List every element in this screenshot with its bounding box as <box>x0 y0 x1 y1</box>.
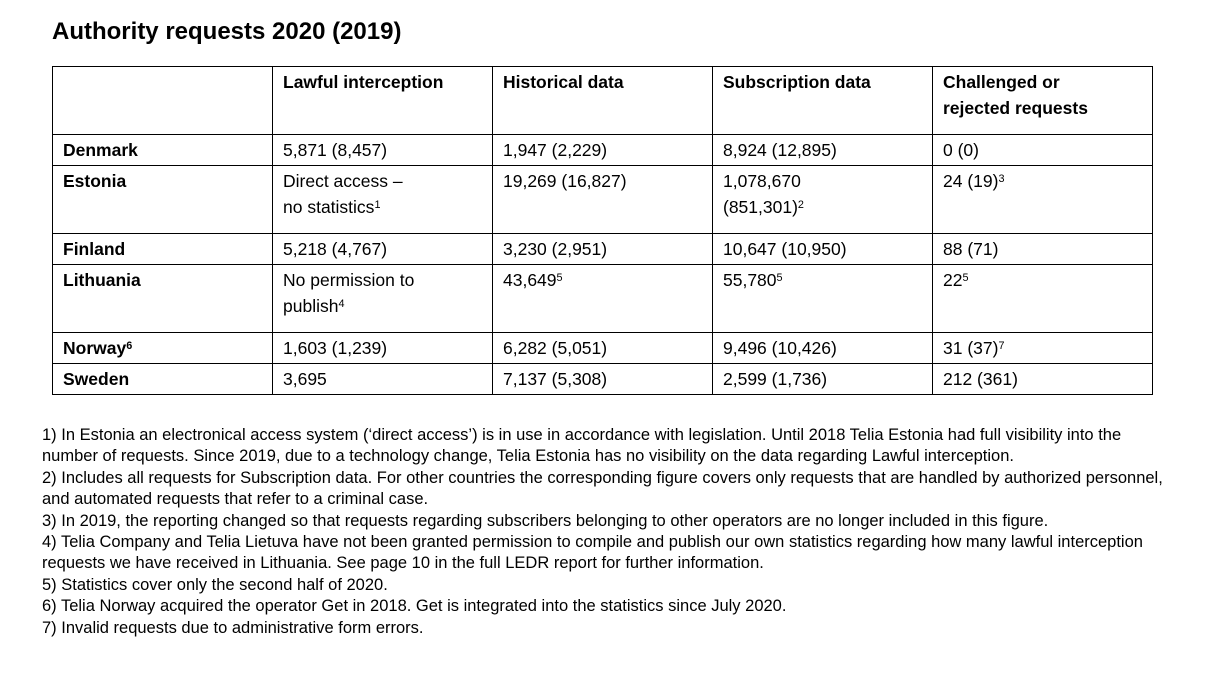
cell-sweden-2 <box>713 364 933 395</box>
cell-line: 1,078,670 <box>723 171 801 191</box>
footnote-marker: 5 <box>556 272 563 285</box>
cell-line: 6,282 (5,051) <box>503 338 608 358</box>
cell-lithuania-1 <box>493 265 713 333</box>
cell-line: Lithuania <box>63 270 141 290</box>
footnote-1: 1) In Estonia an electronical access system (‘direct access’) is in use in accordance with legislation. Until 2018 Telia Estonia had full visibility into the number of requests. Since 2019, due to a technology change, Telia Estonia has no visibility on the data regarding Lawful interception. <box>42 426 1122 466</box>
table-row-norway <box>53 333 1153 364</box>
cell-line: 43,649$^5$ <box>503 270 563 290</box>
cell-line: 2,599 (1,736) <box>723 369 828 389</box>
cell-norway-1 <box>493 333 713 364</box>
cell-lithuania-3 <box>933 265 1153 333</box>
cell-norway-0 <box>273 333 493 364</box>
authority-requests-table <box>52 66 1153 395</box>
cell-line: 3,230 (2,951) <box>503 239 608 259</box>
footnote-marker: 1 <box>374 199 381 212</box>
footnote-marker: 6 <box>126 340 133 353</box>
footnote-7: 7) Invalid requests due to administrative form errors. <box>42 618 424 637</box>
cell-line: 0 (0) <box>943 140 979 160</box>
cell-sweden-3 <box>933 364 1153 395</box>
cell-line: 10,647 (10,950) <box>723 239 847 259</box>
cell-norway-3 <box>933 333 1153 364</box>
column-header-historical-data <box>493 67 713 135</box>
cell-line: Estonia <box>63 171 127 191</box>
row-header-denmark <box>53 135 273 166</box>
cell-finland-0 <box>273 234 493 265</box>
cell-line: 7,137 (5,308) <box>503 369 608 389</box>
cell-sweden-0 <box>273 364 493 395</box>
cell-line: rejected requests <box>943 98 1088 118</box>
cell-line: 212 (361) <box>943 369 1018 389</box>
cell-denmark-2 <box>713 135 933 166</box>
cell-line: 88 (71) <box>943 239 999 259</box>
footnote-3: 3) In 2019, the reporting changed so that requests regarding subscribers belonging to other operators are no longer included in this figure. <box>42 511 1049 530</box>
footnote-2: 2) Includes all requests for Subscription data. For other countries the corresponding figure covers only requests that are handled by authorized personnel, and automated requests that refer to a criminal case. <box>42 468 1163 509</box>
footnote-marker: 4 <box>338 298 345 311</box>
cell-line: 55,780$^5$ <box>723 270 783 290</box>
cell-denmark-0 <box>273 135 493 166</box>
cell-estonia-0 <box>273 166 493 234</box>
cell-line: publish$^4$ <box>283 296 345 316</box>
cell-estonia-3 <box>933 166 1153 234</box>
cell-line: Sweden <box>63 369 130 389</box>
footnotes-section <box>42 425 1170 639</box>
cell-line: Direct access – <box>283 171 403 191</box>
row-header-estonia <box>53 166 273 234</box>
cell-line: 31 $(37)^7$ <box>943 338 1005 358</box>
cell-lithuania-0 <box>273 265 493 333</box>
cell-line: Historical data <box>503 72 624 92</box>
cell-line: Lawful interception <box>283 72 444 92</box>
row-header-lithuania <box>53 265 273 333</box>
column-header-lawful-interception <box>273 67 493 135</box>
cell-line: 24 $(19)^3$ <box>943 171 1005 191</box>
cell-line: $22^5$ <box>943 270 969 290</box>
cell-lithuania-2 <box>713 265 933 333</box>
authority-table-body <box>53 135 1153 395</box>
footnote-6: 6) Telia Norway acquired the operator Get in 2018. Get is integrated into the statistics since July 2020. <box>42 597 787 616</box>
table-row-sweden <box>53 364 1153 395</box>
cell-line: Norway$^6$ <box>63 338 133 358</box>
cell-finland-2 <box>713 234 933 265</box>
cell-line: 9,496 (10,426) <box>723 338 837 358</box>
cell-line: 8,924 (12,895) <box>723 140 837 160</box>
cell-estonia-2 <box>713 166 933 234</box>
cell-denmark-1 <box>493 135 713 166</box>
cell-line: 5,218 (4,767) <box>283 239 388 259</box>
footnote-marker: 5 <box>962 272 969 285</box>
cell-line: 19,269 (16,827) <box>503 171 627 191</box>
cell-line: 1,947 (2,229) <box>503 140 608 160</box>
cell-line: 3,695 <box>283 369 327 389</box>
table-row-lithuania <box>53 265 1153 333</box>
table-row-denmark <box>53 135 1153 166</box>
cell-line: No permission to <box>283 270 415 290</box>
cell-estonia-1 <box>493 166 713 234</box>
table-header-row <box>53 67 1153 135</box>
cell-line: Challenged or <box>943 72 1060 92</box>
table-row-finland <box>53 234 1153 265</box>
column-header-subscription-data <box>713 67 933 135</box>
cell-finland-3 <box>933 234 1153 265</box>
footnote-marker: 3 <box>998 173 1005 186</box>
page-title: Authority requests 2020 (2019) <box>52 18 402 45</box>
cell-line: 1,603 (1,239) <box>283 338 388 358</box>
table-row-estonia <box>53 166 1153 234</box>
footnote-4: 4) Telia Company and Telia Lietuva have not been granted permission to compile and publish our own statistics regarding how many lawful interception requests we have received in Lithuania. See page 10 in the full LEDR report for further information. <box>42 533 1143 573</box>
cell-line: 5,871 (8,457) <box>283 140 388 160</box>
row-header-sweden <box>53 364 273 395</box>
column-header-challenged-or <box>933 67 1153 135</box>
cell-finland-1 <box>493 234 713 265</box>
column-header-country <box>53 67 273 135</box>
cell-line: Subscription data <box>723 72 871 92</box>
cell-line: $(851,301)^2$ <box>723 197 804 217</box>
footnote-5: 5) Statistics cover only the second half of 2020. <box>42 575 388 594</box>
cell-norway-2 <box>713 333 933 364</box>
cell-denmark-3 <box>933 135 1153 166</box>
cell-line: Denmark <box>63 140 138 160</box>
footnote-marker: 5 <box>776 272 783 285</box>
cell-line: Finland <box>63 239 126 259</box>
footnote-marker: 2 <box>797 199 804 212</box>
row-header-finland <box>53 234 273 265</box>
row-header-norway <box>53 333 273 364</box>
footnote-marker: 7 <box>998 340 1005 353</box>
cell-sweden-1 <box>493 364 713 395</box>
cell-line: no statistics$^1$ <box>283 197 381 217</box>
